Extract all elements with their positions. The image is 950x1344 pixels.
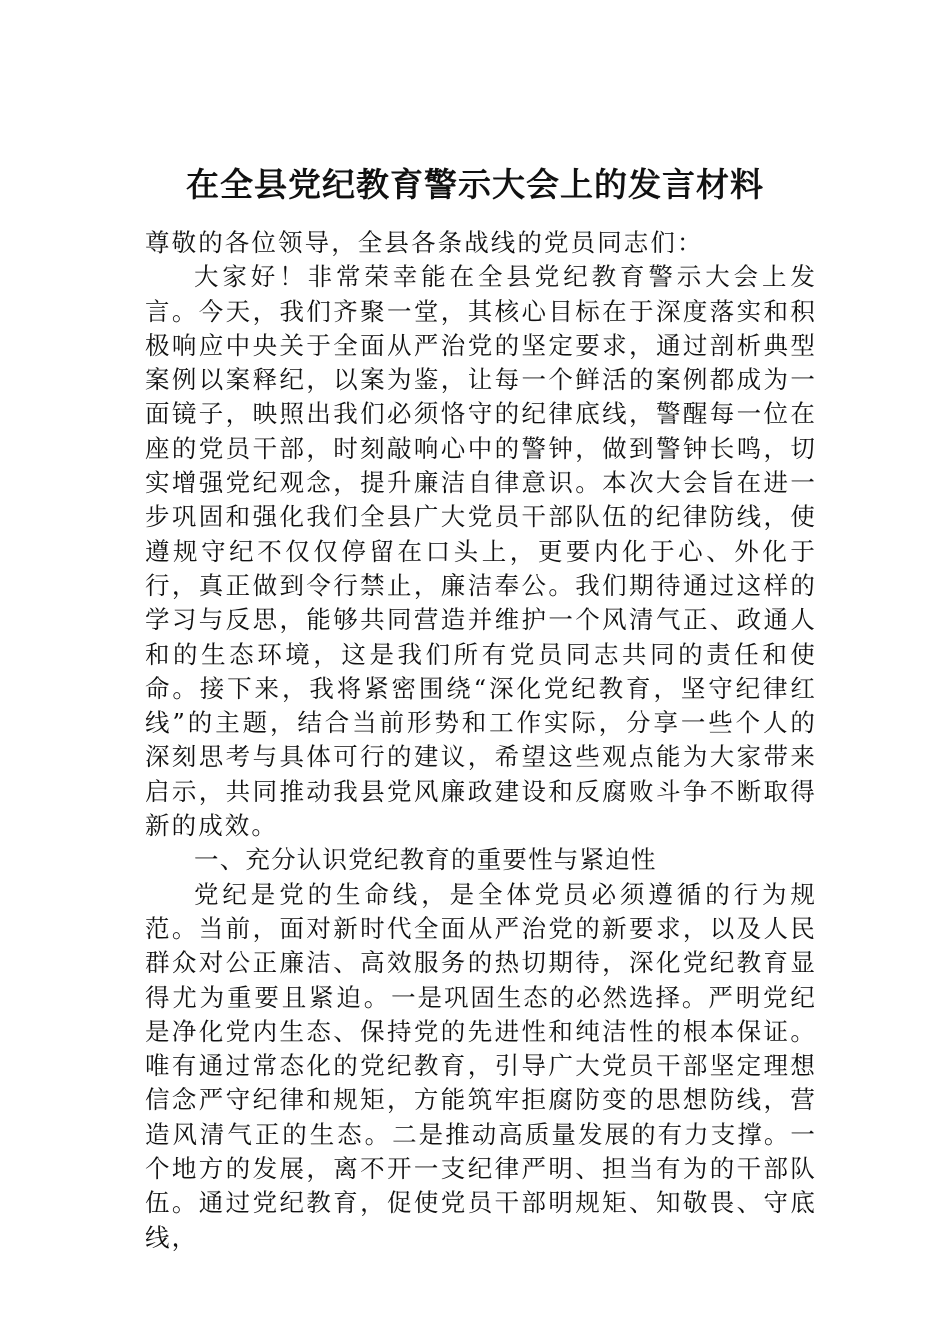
section-1-point-1: 一是巩固生态的必然选择。 bbox=[391, 982, 709, 1012]
document-body bbox=[145, 226, 817, 1255]
section-1-text-c: 一个地方的发展，离不开一支纪律严明、担当有为的干部队伍。通过党纪教育，促使党员干部明规矩、知敬畏、守底线， bbox=[145, 1119, 818, 1252]
section-1-point-2: 二是推动高质量发展的有力支撑。 bbox=[392, 1119, 791, 1149]
section-1-text-a: 党纪是党的生命线，是全体党员必须遵循的行为规范。当前，面对新时代全面从严治党的新要求，以及人民群众对公正廉洁、高效服务的热切期待，深化党纪教育显得尤为重要且紧迫。 bbox=[145, 879, 817, 1012]
intro-paragraph: 大家好！非常荣幸能在全县党纪教育警示大会上发言。今天，我们齐聚一堂，其核心目标在于深度落实和积极响应中央关于全面从严治党的坚定要求，通过剖析典型案例以案释纪，以案为鉴，让每一个鲜活的案例都成为一面镜子，映照出我们必须恪守的纪律底线，警醒每一位在座的党员干部，时刻敲响心中的警钟，做到警钟长鸣，切实增强党纪观念，提升廉洁自律意识。本次大会旨在进一步巩固和强化我们全县广大党员干部队伍的纪律防线，使遵规守纪不仅仅停留在口头上，更要内化于心、外化于行，真正做到令行禁止，廉洁奉公。我们期待通过这样的学习与反思，能够共同营造并维护一个风清气正、政通人和的生态环境，这是我们所有党员同志共同的责任和使命。接下来，我将紧密围绕“深化党纪教育，坚守纪律红线”的主题，结合当前形势和工作实际，分享一些个人的深刻思考与具体可行的建议，希望这些观点能为大家带来启示，共同推动我县党风廉政建设和反腐败斗争不断取得新的成效。 bbox=[145, 262, 817, 841]
section-1-paragraph bbox=[145, 878, 817, 1255]
salutation: 尊敬的各位领导，全县各条战线的党员同志们： bbox=[145, 228, 704, 257]
section-1-text-b: 严明党纪是净化党内生态、保持党的先进性和纯洁性的根本保证。唯有通过常态化的党纪教育，引导广大党员干部坚定理想信念严守纪律和规矩，方能筑牢拒腐防变的思想防线，营造风清气正的生态。 bbox=[145, 982, 817, 1149]
document-title: 在全县党纪教育警示大会上的发言材料 bbox=[186, 165, 764, 204]
section-heading-1: 一、充分认识党纪教育的重要性与紧迫性 bbox=[194, 845, 657, 875]
